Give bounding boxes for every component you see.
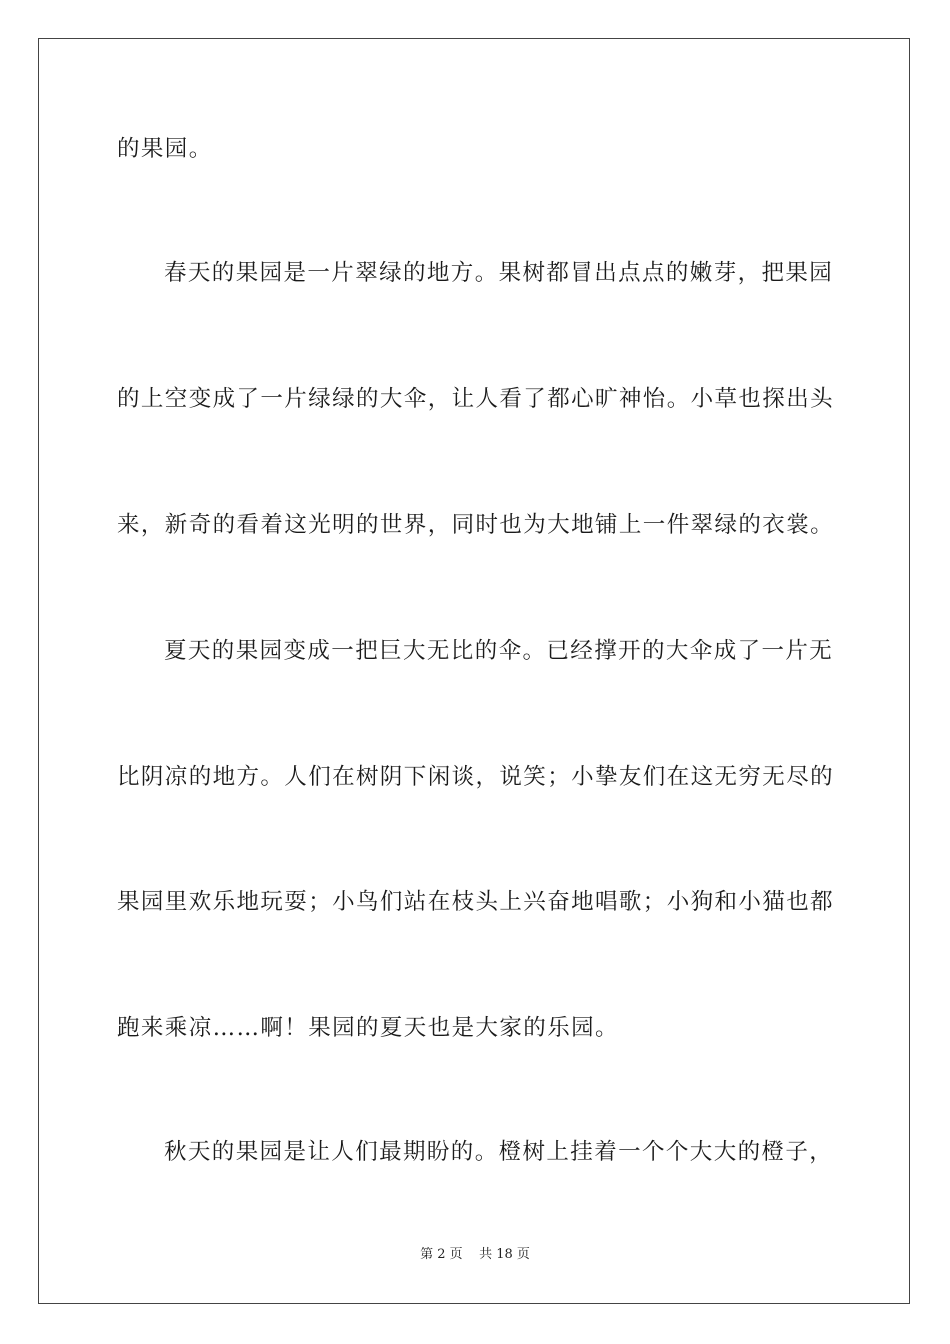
page-number-footer: 第 2 页 共 18 页 [420,1247,530,1262]
paragraph-line: 的果园。 [117,136,213,162]
paragraph-line: 比阴凉的地方。人们在树阴下闲谈，说笑；小挚友们在这无穷无尽的 [117,764,835,790]
paragraph-line: 来，新奇的看着这光明的世界，同时也为大地铺上一件翠绿的衣裳。 [117,512,835,538]
paragraph-line: 夏天的果园变成一把巨大无比的伞。已经撑开的大伞成了一片无 [164,638,834,664]
paragraph-line: 的上空变成了一片绿绿的大伞，让人看了都心旷神怡。小草也探出头 [117,386,835,412]
paragraph-line: 秋天的果园是让人们最期盼的。橙树上挂着一个个大大的橙子， [164,1139,834,1165]
paragraph-line: 春天的果园是一片翠绿的地方。果树都冒出点点的嫩芽，把果园 [164,260,834,286]
paragraph-line: 跑来乘凉……啊！果园的夏天也是大家的乐园。 [117,1015,619,1041]
paragraph-line: 果园里欢乐地玩耍；小鸟们站在枝头上兴奋地唱歌；小狗和小猫也都 [117,889,835,915]
page-border [38,38,910,1304]
